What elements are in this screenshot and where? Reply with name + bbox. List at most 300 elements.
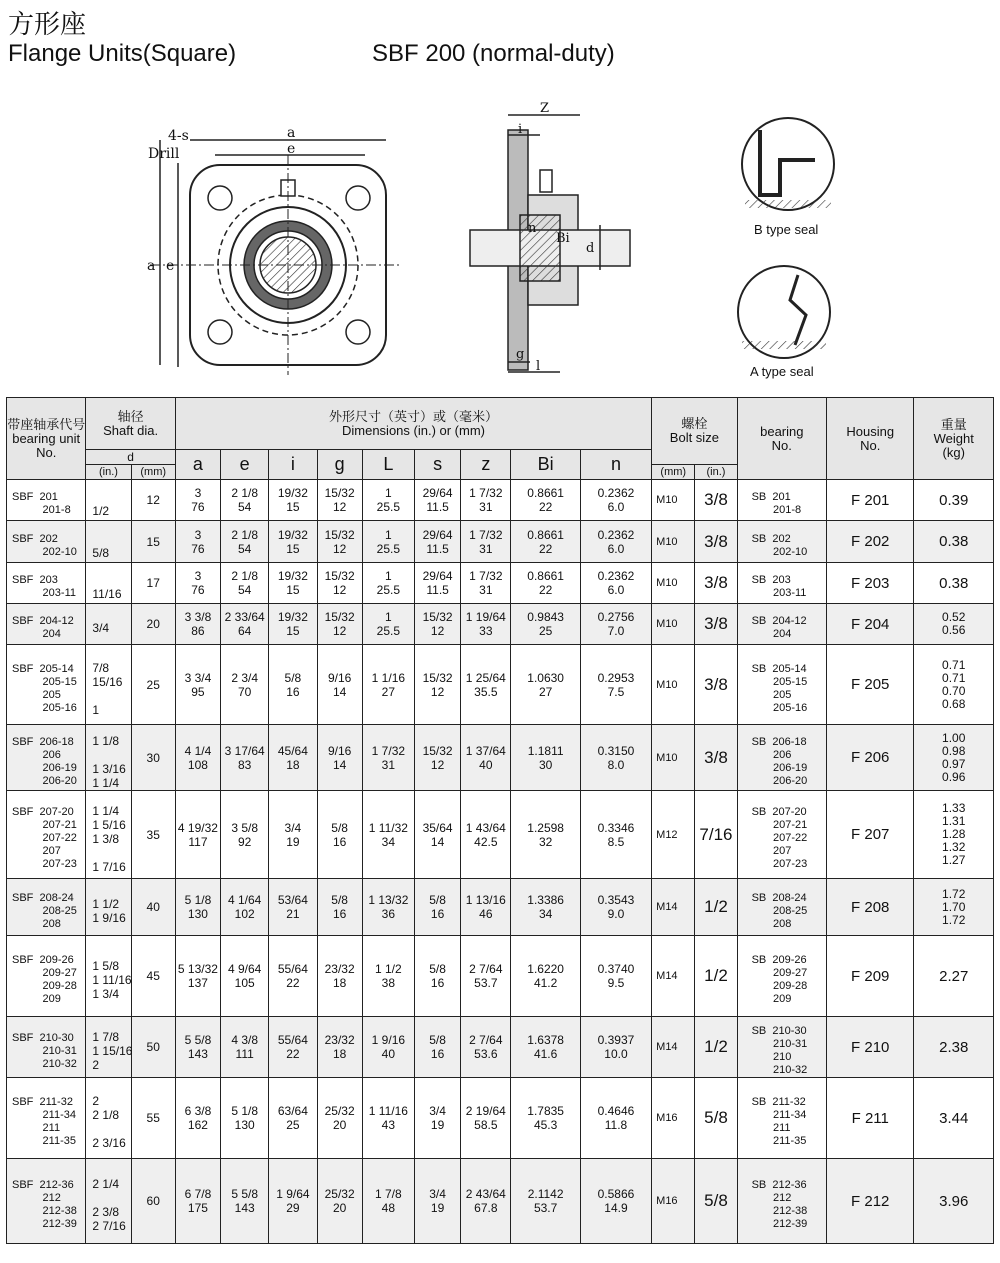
weight-cell: 3.96	[914, 1159, 994, 1244]
bearing-no-cell: SB 205-14 205-15 205 205-16	[737, 645, 826, 725]
dim-mm-value: 16	[332, 907, 347, 921]
dim-inch-value: 3 3/8	[184, 610, 212, 624]
dim-mm-value: 8.5	[607, 834, 625, 849]
technical-drawing	[0, 100, 1000, 390]
dim-cell-n	[580, 791, 651, 879]
unit-no-cell: SBF 209-26 209-27 209-28 209	[7, 936, 86, 1017]
dim-mm-value: 53.6	[474, 1047, 498, 1061]
unit-header-en: bearing unit	[12, 430, 81, 446]
dim-inch-value: 23/32	[324, 962, 355, 976]
dim-cell-a	[175, 879, 220, 936]
dim-inch-value: 1 25/64	[465, 670, 506, 685]
dim-inch-value: 0.3543	[597, 893, 635, 907]
dim-mm-value: 31	[479, 500, 493, 514]
dim-cell-bi	[511, 604, 580, 645]
dim-cell-z	[461, 1159, 511, 1244]
table-row	[7, 936, 994, 1017]
bolt-in-cell: 1/2	[695, 1017, 737, 1078]
dim-mm-value: 31	[381, 757, 396, 772]
b-seal-label: B type seal	[754, 222, 819, 237]
bolt-header-cn: 螺栓	[681, 416, 708, 431]
dim-mm-value: 111	[235, 1047, 254, 1061]
dim-mm-value: 41.6	[533, 1047, 558, 1061]
dim-mm-value: 46	[479, 907, 493, 921]
dim-cell-l	[362, 604, 414, 645]
dim-cell-e	[221, 936, 269, 1017]
shaft-header-cn: 轴径	[117, 408, 144, 424]
dim-cell-z	[461, 480, 511, 521]
dim-cell-l	[362, 936, 414, 1017]
dim-cell-l	[362, 1078, 414, 1159]
bolt-mm-cell: M10	[652, 563, 695, 604]
dim-inch-value: 2 33/64	[224, 610, 265, 624]
dim-inch-value: 2 7/64	[469, 962, 503, 976]
dim-cell-e	[221, 563, 269, 604]
shaft-mm-cell: 60	[131, 1159, 175, 1244]
dim-cell-i	[269, 1159, 317, 1244]
label-d: d	[586, 241, 595, 256]
dim-mm-value: 12	[430, 757, 445, 772]
dim-cell-a	[175, 725, 220, 791]
dim-cell-a	[175, 1017, 220, 1078]
bolt-header-en: Bolt size	[669, 430, 719, 445]
dim-mm-value: 34	[538, 907, 553, 921]
dim-cell-s	[414, 645, 460, 725]
dim-mm-value: 42.5	[474, 834, 498, 849]
housing-no-cell: F 211	[827, 1078, 914, 1159]
dim-mm-value: 12	[430, 684, 445, 699]
shaft-mm-cell: 20	[131, 604, 175, 645]
dim-mm-value: 25	[286, 1118, 300, 1132]
housing-no-cell: F 205	[827, 645, 914, 725]
dim-inch-value: 1 7/32	[371, 743, 406, 758]
dim-mm-value: 25.5	[376, 624, 401, 638]
dim-mm-value: 22	[538, 541, 553, 556]
unit-no-cell: SBF 210-30 210-31 210-32	[7, 1017, 86, 1078]
dim-mm-value: 11.8	[604, 1118, 628, 1132]
dim-cell-g	[317, 645, 362, 725]
dim-mm-value: 25	[538, 624, 553, 638]
unit-no-cell: SBF 201 201-8	[7, 480, 86, 521]
dim-inch-value: 2 1/8	[231, 569, 259, 583]
unit-no-cell: SBF 211-32 211-34 211 211-35	[7, 1078, 86, 1159]
dim-mm-value: 143	[187, 1047, 208, 1061]
dim-cell-a	[175, 645, 220, 725]
dim-mm-value: 40	[381, 1047, 396, 1061]
dim-inch-value: 15/32	[422, 610, 453, 624]
dim-cell-e	[221, 521, 269, 563]
dim-inch-value: 2 1/8	[231, 527, 259, 542]
label-i: i	[518, 122, 523, 137]
dim-inch-value: 5 5/8	[184, 1033, 212, 1047]
table-row	[7, 1078, 994, 1159]
dim-inch-value: 2 19/64	[465, 1104, 506, 1118]
shaft-mm-cell: 45	[131, 936, 175, 1017]
dim-mm-value: 45.3	[533, 1118, 558, 1132]
dim-mm-value: 6.0	[607, 500, 625, 514]
dim-cell-l	[362, 521, 414, 563]
bearing-no-cell: SB 202 202-10	[737, 521, 826, 563]
dim-mm-value: 12	[332, 624, 347, 638]
shaft-mm-cell: 12	[131, 480, 175, 521]
dim-cell-bi	[511, 645, 580, 725]
dim-inch-value: 1.2598	[527, 820, 564, 835]
dim-cell-i	[269, 936, 317, 1017]
weight-cell: 2.27	[914, 936, 994, 1017]
dim-cell-z	[461, 725, 511, 791]
dim-inch-value: 0.2362	[597, 569, 635, 583]
dim-inch-value: 1 11/32	[368, 820, 408, 835]
dim-inch-value: 5/8	[284, 670, 302, 685]
dim-inch-value: 0.2953	[597, 670, 635, 685]
dim-mm-value: 21	[286, 907, 300, 921]
dim-inch-value: 3 5/8	[231, 820, 259, 835]
shaft-mm-cell: 55	[131, 1078, 175, 1159]
table-row	[7, 563, 994, 604]
dim-mm-value: 117	[188, 834, 208, 849]
dim-inch-value: 3	[194, 527, 202, 542]
dim-inch-value: 1 9/64	[276, 1187, 310, 1201]
shaft-mm-cell: 50	[131, 1017, 175, 1078]
dim-inch-value: 5 1/8	[184, 893, 212, 907]
dim-cell-s	[414, 936, 460, 1017]
dim-inch-value: 3	[194, 486, 202, 500]
label-l: l	[536, 359, 541, 374]
dim-letter-s: s	[414, 450, 460, 480]
table-row	[7, 1017, 994, 1078]
dim-cell-n	[580, 936, 651, 1017]
shaft-in-cell: 3/4	[86, 604, 131, 645]
unit-header-cn: 带座轴承代号	[7, 416, 86, 432]
housing-no-cell: F 206	[827, 725, 914, 791]
dim-cell-i	[269, 645, 317, 725]
label-holes: 4-s	[168, 128, 189, 144]
dim-mm-value: 32	[538, 834, 553, 849]
dim-cell-e	[221, 879, 269, 936]
housing-no-cell: F 204	[827, 604, 914, 645]
dim-cell-g	[317, 791, 362, 879]
table-row	[7, 604, 994, 645]
dim-inch-value: 6 3/8	[184, 1104, 212, 1118]
dim-mm-value: 7.5	[607, 684, 625, 699]
dim-inch-value: 3/4	[429, 1187, 446, 1201]
bolt-mm-cell: M12	[652, 791, 695, 879]
dim-inch-value: 5 1/8	[231, 1104, 259, 1118]
dim-cell-bi	[511, 936, 580, 1017]
dim-mm-value: 31	[479, 583, 493, 597]
dim-mm-value: 9.0	[607, 907, 625, 921]
dim-inch-value: 1 7/32	[469, 486, 503, 500]
dim-cell-bi	[511, 521, 580, 563]
dim-inch-value: 2 7/64	[469, 1033, 503, 1047]
dim-cell-bi	[511, 879, 580, 936]
dim-mm-value: 70	[237, 684, 252, 699]
shaft-mm-cell: 25	[131, 645, 175, 725]
bearing-no-cell: SB 209-26 209-27 209-28 209	[737, 936, 826, 1017]
dim-mm-value: 7.0	[607, 624, 625, 638]
dim-mm-value: 76	[191, 541, 205, 556]
dim-inch-value: 45/64	[277, 743, 308, 758]
dim-cell-a	[175, 1078, 220, 1159]
dim-inch-value: 4 1/64	[227, 893, 262, 907]
dim-cell-e	[221, 1078, 269, 1159]
shaft-in-cell: 1 1/8 1 3/16 1 1/4	[86, 725, 131, 791]
dim-cell-bi	[511, 725, 580, 791]
dim-mm-value: 40	[479, 757, 493, 772]
weight-header-cn: 重量	[940, 416, 967, 432]
dim-cell-z	[461, 936, 511, 1017]
dim-cell-i	[269, 521, 317, 563]
dim-cell-l	[362, 480, 414, 521]
dim-inch-value: 3 3/4	[184, 670, 212, 685]
bolt-in-cell: 3/8	[695, 480, 737, 521]
dim-cell-a	[175, 563, 220, 604]
housing-no-cell: F 203	[827, 563, 914, 604]
dim-mm-value: 12	[332, 500, 347, 514]
dim-inch-value: 1 7/32	[469, 527, 503, 542]
dim-inch-value: 4 19/32	[177, 820, 218, 835]
label-n: n	[528, 221, 537, 236]
dim-inch-value: 29/64	[422, 527, 453, 542]
label-z: Z	[540, 101, 550, 116]
bolt-mm-cell: M14	[652, 879, 695, 936]
dim-inch-value: 3/4	[429, 1104, 446, 1118]
col-weight	[914, 398, 994, 480]
dim-mm-value: 14.9	[604, 1201, 628, 1215]
dim-inch-value: 0.8661	[527, 486, 564, 500]
dim-inch-value: 15/32	[422, 670, 453, 685]
dim-letter-z: z	[461, 450, 511, 480]
dim-inch-value: 0.2362	[597, 486, 635, 500]
spec-table	[6, 397, 994, 1244]
dim-inch-value: 1 1/16	[371, 670, 406, 685]
dim-inch-value: 1 43/64	[465, 820, 506, 835]
dim-cell-e	[221, 1159, 269, 1244]
shaft-in-cell: 1 5/8 1 11/16 1 3/4	[86, 936, 131, 1017]
shaft-mm-cell: 35	[131, 791, 175, 879]
housing-header-no: No.	[860, 437, 881, 453]
label-bi: Bi	[556, 231, 570, 246]
weight-cell: 3.44	[914, 1078, 994, 1159]
dim-inch-value: 1 37/64	[465, 743, 506, 758]
dim-cell-a	[175, 480, 220, 521]
dim-inch-value: 2 3/4	[231, 670, 259, 685]
dim-cell-g	[317, 936, 362, 1017]
shaft-in-unit: (in.)	[86, 465, 131, 480]
shaft-in-cell: 1 1/2 1 9/16	[86, 879, 131, 936]
bolt-in-cell: 3/8	[695, 521, 737, 563]
dim-inch-value: 1	[385, 569, 392, 583]
dim-inch-value: 9/16	[327, 670, 352, 685]
dim-inch-value: 0.2756	[597, 610, 635, 624]
dim-mm-value: 15	[286, 541, 300, 556]
dim-inch-value: 15/32	[324, 610, 355, 624]
dim-mm-value: 14	[332, 684, 347, 699]
dim-inch-value: 5/8	[429, 893, 446, 907]
dim-cell-bi	[511, 791, 580, 879]
dim-cell-i	[269, 879, 317, 936]
bolt-in-cell: 3/8	[695, 563, 737, 604]
dim-mm-value: 105	[234, 976, 255, 990]
dim-cell-e	[221, 1017, 269, 1078]
col-dimensions	[175, 398, 651, 450]
dim-mm-value: 6.0	[607, 583, 625, 597]
dim-cell-s	[414, 879, 460, 936]
housing-no-cell: F 210	[827, 1017, 914, 1078]
shaft-mm-unit: (mm)	[131, 465, 175, 480]
dim-inch-value: 4 3/8	[231, 1033, 259, 1047]
bearing-no-cell: SB 201 201-8	[737, 480, 826, 521]
bolt-mm-cell: M10	[652, 725, 695, 791]
dim-mm-value: 54	[237, 583, 252, 597]
dim-inch-value: 25/32	[324, 1104, 355, 1118]
dim-cell-g	[317, 563, 362, 604]
dim-inch-value: 9/16	[327, 743, 352, 758]
dim-cell-g	[317, 604, 362, 645]
dim-mm-value: 8.0	[607, 757, 625, 772]
weight-cell: 2.38	[914, 1017, 994, 1078]
unit-no-cell: SBF 206-18 206 206-19 206-20	[7, 725, 86, 791]
dim-cell-e	[221, 791, 269, 879]
housing-no-cell: F 207	[827, 791, 914, 879]
dim-mm-value: 48	[381, 1201, 396, 1215]
bearing-no-cell: SB 207-20 207-21 207-22 207 207-23	[737, 791, 826, 879]
table-row	[7, 480, 994, 521]
dim-inch-value: 23/32	[324, 1033, 355, 1047]
shaft-in-cell: 5/8	[86, 521, 131, 563]
dim-cell-a	[175, 604, 220, 645]
dim-inch-value: 15/32	[324, 569, 355, 583]
label-a-side: a	[147, 258, 156, 274]
bolt-in-cell: 3/8	[695, 604, 737, 645]
dim-cell-g	[317, 521, 362, 563]
housing-no-cell: F 212	[827, 1159, 914, 1244]
dim-mm-value: 53.7	[533, 1201, 558, 1215]
weight-cell: 1.00 0.98 0.97 0.96	[914, 725, 994, 791]
dim-mm-value: 34	[381, 834, 396, 849]
bearing-no-cell: SB 203 203-11	[737, 563, 826, 604]
table-row	[7, 791, 994, 879]
dim-mm-value: 22	[286, 1047, 300, 1061]
col-unit-no	[7, 398, 86, 480]
dim-inch-value: 0.4646	[597, 1104, 635, 1118]
dim-inch-value: 1.1811	[527, 743, 564, 758]
bearing-header-no: No.	[771, 437, 792, 453]
bolt-in-cell: 5/8	[695, 1078, 737, 1159]
dim-mm-value: 27	[538, 684, 553, 699]
dim-mm-value: 53.7	[474, 976, 498, 990]
dim-inch-value: 25/32	[324, 1187, 355, 1201]
dim-mm-value: 25.5	[376, 583, 401, 597]
dim-letter-e: e	[221, 450, 269, 480]
weight-cell: 0.39	[914, 480, 994, 521]
dim-mm-value: 31	[479, 541, 493, 556]
bolt-in-cell: 1/2	[695, 936, 737, 1017]
dim-letter-n: n	[580, 450, 651, 480]
unit-no-cell: SBF 208-24 208-25 208	[7, 879, 86, 936]
dim-mm-value: 38	[381, 976, 396, 990]
dim-mm-value: 20	[332, 1118, 347, 1132]
dim-cell-i	[269, 604, 317, 645]
dim-cell-s	[414, 480, 460, 521]
shaft-in-cell: 7/8 15/16 1	[86, 645, 131, 725]
dim-cell-n	[580, 1159, 651, 1244]
dim-mm-value: 30	[538, 757, 553, 772]
dim-cell-i	[269, 563, 317, 604]
dim-mm-value: 83	[237, 757, 252, 772]
dim-cell-s	[414, 563, 460, 604]
bearing-no-cell: SB 208-24 208-25 208	[737, 879, 826, 936]
dim-cell-n	[580, 1017, 651, 1078]
bolt-mm-cell: M10	[652, 521, 695, 563]
dim-cell-bi	[511, 1017, 580, 1078]
dim-mm-value: 12	[332, 541, 347, 556]
b-seal-detail	[742, 118, 834, 210]
dim-inch-value: 1.6378	[527, 1033, 564, 1047]
dim-cell-l	[362, 1017, 414, 1078]
dim-mm-value: 12	[332, 583, 347, 597]
dim-mm-value: 11.5	[426, 583, 449, 597]
dim-mm-value: 58.5	[474, 1118, 498, 1132]
dim-inch-value: 5 13/32	[177, 962, 218, 976]
dim-cell-a	[175, 791, 220, 879]
dim-cell-g	[317, 725, 362, 791]
dim-inch-value: 55/64	[277, 962, 308, 976]
dim-cell-i	[269, 1017, 317, 1078]
dim-mm-value: 18	[332, 976, 347, 990]
dim-inch-value: 29/64	[422, 569, 453, 583]
dim-mm-value: 43	[381, 1118, 396, 1132]
bearing-no-cell: SB 211-32 211-34 211 211-35	[737, 1078, 826, 1159]
dim-cell-a	[175, 936, 220, 1017]
dim-inch-value: 0.8661	[527, 569, 564, 583]
dim-cell-z	[461, 879, 511, 936]
weight-cell: 1.72 1.70 1.72	[914, 879, 994, 936]
dim-inch-value: 5/8	[331, 893, 348, 907]
bolt-in-cell: 3/8	[695, 725, 737, 791]
dim-mm-value: 64	[237, 624, 252, 638]
dim-inch-value: 3 17/64	[224, 743, 265, 758]
dim-mm-value: 29	[286, 1201, 300, 1215]
dim-cell-g	[317, 879, 362, 936]
dim-cell-i	[269, 480, 317, 521]
housing-no-cell: F 209	[827, 936, 914, 1017]
dim-inch-value: 4 9/64	[227, 962, 262, 976]
dim-inch-value: 0.3346	[597, 820, 635, 835]
dim-cell-e	[221, 604, 269, 645]
table-row	[7, 879, 994, 936]
bolt-in-unit: (in.)	[695, 465, 737, 480]
dim-mm-value: 16	[430, 907, 445, 921]
dim-inch-value: 63/64	[277, 1104, 308, 1118]
unit-no-cell: SBF 207-20 207-21 207-22 207 207-23	[7, 791, 86, 879]
col-bearing	[737, 398, 826, 480]
dim-mm-value: 9.5	[607, 976, 625, 990]
label-e: e	[287, 141, 296, 157]
label-drill: Drill	[148, 146, 180, 162]
dim-mm-value: 41.2	[533, 976, 558, 990]
dim-mm-value: 16	[332, 834, 347, 849]
dim-mm-value: 25.5	[376, 500, 401, 514]
dim-mm-value: 15	[286, 624, 300, 638]
dim-cell-l	[362, 879, 414, 936]
shaft-in-cell: 2 2 1/8 2 3/16	[86, 1078, 131, 1159]
dim-inch-value: 19/32	[277, 527, 308, 542]
weight-header-en: Weight	[933, 430, 974, 446]
dim-mm-value: 27	[381, 684, 396, 699]
dim-inch-value: 1 13/32	[368, 893, 409, 907]
dim-mm-value: 86	[191, 624, 205, 638]
